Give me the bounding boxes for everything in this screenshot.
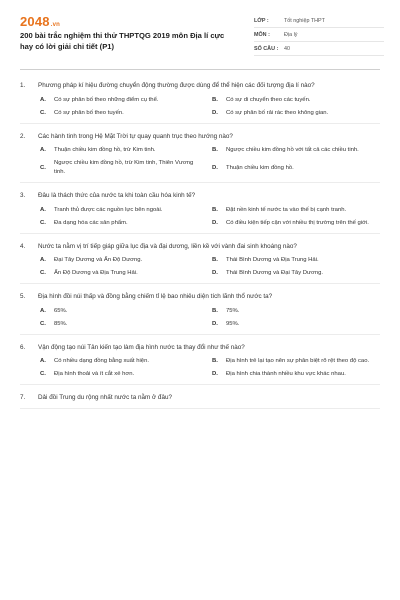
- site-logo[interactable]: [20, 14, 60, 29]
- question-item: [20, 78, 380, 124]
- meta-value: 40: [284, 45, 290, 52]
- answer-option[interactable]: [212, 219, 384, 228]
- option-key: D.: [212, 320, 218, 327]
- answer-option[interactable]: [40, 219, 212, 228]
- answer-option[interactable]: [40, 206, 212, 215]
- option-text: Có sự di chuyển theo các tuyến.: [226, 96, 311, 103]
- question-text: Đâu là thách thức của nước ta khi toàn cầu hóa kinh tế?: [38, 192, 196, 199]
- meta-row-count: [254, 42, 384, 56]
- option-text: Địa hình trẻ lại tạo nên sự phân biệt rõ rệt theo độ cao.: [226, 358, 370, 364]
- option-text: Địa hình chia thành nhiều khu vực khác nhau.: [226, 371, 346, 377]
- option-text: Đại Tây Dương và Ấn Độ Dương.: [54, 257, 143, 263]
- meta-row-class: [254, 14, 384, 28]
- option-key: D.: [212, 270, 218, 276]
- option-text: 95%.: [226, 320, 240, 327]
- meta-label: MÔN :: [254, 31, 270, 38]
- option-text: Ngược chiều kim đồng hồ, trừ Kim tinh, Thiên Vương tinh.: [54, 160, 194, 175]
- option-key: A.: [40, 206, 46, 213]
- option-text: Ngược chiều kim đồng hồ với tất cả các chiều tinh.: [226, 147, 359, 153]
- option-text: Thái Bình Dương và Địa Trung Hải.: [226, 257, 319, 263]
- question-header: [20, 289, 380, 302]
- question-header: [20, 188, 380, 201]
- logo-main: 2048: [20, 14, 50, 29]
- answer-option[interactable]: [40, 146, 212, 155]
- option-key: A.: [40, 307, 46, 314]
- answer-options: [40, 206, 380, 228]
- answer-option[interactable]: [40, 159, 212, 177]
- logo-sub: .vn: [50, 22, 61, 28]
- answer-option[interactable]: [212, 370, 384, 379]
- question-text: Địa hình đồi núi thấp và đồng bằng chiếm tỉ lệ bao nhiêu diện tích lãnh thổ nước ta?: [38, 293, 273, 300]
- question-text: Vận động tạo núi Tân kiến tạo làm địa hình nước ta thay đổi như thế nào?: [38, 343, 245, 351]
- question-text: Phương pháp kí hiệu đường chuyển động thường được dùng để thể hiện các đối tượng địa lí nào?: [38, 82, 315, 89]
- answer-option[interactable]: [40, 256, 212, 265]
- question-number: 7.: [20, 394, 26, 401]
- option-key: D.: [212, 164, 218, 171]
- answer-option[interactable]: [212, 256, 384, 265]
- option-text: 65%.: [54, 307, 68, 314]
- option-text: Tranh thủ được các nguồn lực bên ngoài.: [54, 206, 163, 213]
- answer-option[interactable]: [212, 96, 384, 105]
- option-key: D.: [212, 109, 218, 116]
- answer-option[interactable]: [40, 357, 212, 366]
- question-number: 1.: [20, 82, 26, 89]
- question-number: 4.: [20, 242, 26, 250]
- meta-label: LỚP :: [254, 17, 269, 24]
- option-key: C.: [40, 320, 46, 327]
- option-text: Thuận chiều kim đồng hồ.: [226, 164, 294, 171]
- option-key: B.: [212, 147, 218, 153]
- question-item: [20, 129, 380, 184]
- answer-option[interactable]: [212, 206, 384, 215]
- question-text: Các hành tinh trong Hệ Mặt Trời tự quay quanh trục theo hướng nào?: [38, 132, 233, 140]
- question-number: 6.: [20, 343, 26, 351]
- answer-option[interactable]: [40, 269, 212, 278]
- answer-option[interactable]: [40, 307, 212, 316]
- option-key: D.: [212, 219, 218, 226]
- option-key: C.: [40, 164, 46, 171]
- option-text: Có sự phân bố rải rác theo không gian.: [226, 109, 329, 116]
- header-divider: [20, 69, 380, 70]
- answer-options: [40, 146, 380, 177]
- question-number: 2.: [20, 132, 26, 140]
- option-key: C.: [40, 270, 46, 276]
- question-list: [0, 78, 400, 414]
- option-key: B.: [212, 358, 218, 364]
- option-text: Thuận chiều kim đồng hồ, trừ Kim tinh.: [54, 147, 156, 153]
- question-header: [20, 390, 380, 403]
- answer-option[interactable]: [212, 320, 384, 329]
- option-key: B.: [212, 307, 218, 314]
- option-text: Đặt nền kinh tế nước ta vào thế bị cạnh tranh.: [226, 206, 347, 213]
- option-key: A.: [40, 257, 46, 263]
- option-text: Có điều kiện tiếp cận với nhiều thị trường trên thế giới.: [226, 219, 369, 226]
- document-meta: [254, 14, 384, 56]
- option-key: B.: [212, 96, 218, 103]
- option-text: Thái Bình Dương và Đại Tây Dương.: [226, 270, 324, 276]
- answer-option[interactable]: [212, 357, 384, 366]
- answer-option[interactable]: [212, 146, 384, 155]
- option-text: Có sự phân bố theo những điểm cụ thể.: [54, 96, 159, 103]
- option-text: Đa dạng hóa các sản phẩm.: [54, 219, 128, 226]
- answer-option[interactable]: [212, 269, 384, 278]
- option-key: C.: [40, 371, 46, 377]
- meta-row-subject: [254, 28, 384, 42]
- question-text: Nước ta nằm vị trí tiếp giáp giữa lục địa và đại dương, liền kề với vành đai sinh khoáng nào?: [38, 242, 297, 250]
- question-text: Dải đồi Trung du rộng nhất nước ta nằm ở đâu?: [38, 394, 172, 401]
- answer-options: [40, 307, 380, 329]
- question-header: [20, 78, 380, 91]
- answer-option[interactable]: [40, 109, 212, 118]
- header: [0, 0, 400, 62]
- option-key: A.: [40, 147, 46, 153]
- answer-options: [40, 96, 380, 118]
- question-item: [20, 340, 380, 386]
- answer-options: [40, 357, 380, 379]
- question-item: [20, 289, 380, 335]
- question-number: 5.: [20, 293, 26, 300]
- option-text: Ấn Độ Dương và Địa Trung Hải.: [54, 270, 138, 276]
- option-key: B.: [212, 206, 218, 213]
- answer-option[interactable]: [40, 96, 212, 105]
- option-key: D.: [212, 371, 218, 377]
- question-header: [20, 239, 380, 252]
- option-key: B.: [212, 257, 218, 263]
- document-title: 200 bài trắc nghiệm thi thử THPTQG 2019 môn Địa lí cực hay có lời giải chi tiết (P1): [20, 31, 225, 51]
- option-text: 85%.: [54, 320, 68, 327]
- question-number: 3.: [20, 192, 26, 199]
- answer-options: [40, 256, 380, 278]
- option-key: A.: [40, 96, 46, 103]
- question-item: [20, 188, 380, 234]
- meta-value: Địa lý: [284, 31, 298, 38]
- option-text: Có nhiều dạng đồng bằng xuất hiện.: [54, 358, 149, 364]
- answer-option[interactable]: [212, 307, 384, 316]
- answer-option[interactable]: [40, 320, 212, 329]
- question-item: [20, 239, 380, 285]
- question-header: [20, 340, 380, 353]
- option-text: 75%.: [226, 307, 240, 314]
- question-item: [20, 390, 380, 409]
- answer-option[interactable]: [40, 370, 212, 379]
- meta-value: Tốt nghiệp THPT: [284, 17, 325, 24]
- question-header: [20, 129, 380, 142]
- option-text: Địa hình thoải và ít cắt xẻ hơn.: [54, 371, 135, 377]
- meta-label: SỐ CÂU :: [254, 45, 279, 52]
- option-text: Có sự phân bố theo tuyến.: [54, 109, 124, 116]
- option-key: C.: [40, 219, 46, 226]
- answer-option[interactable]: [212, 109, 384, 118]
- option-key: C.: [40, 109, 46, 116]
- option-key: A.: [40, 358, 46, 364]
- answer-option[interactable]: [212, 159, 384, 177]
